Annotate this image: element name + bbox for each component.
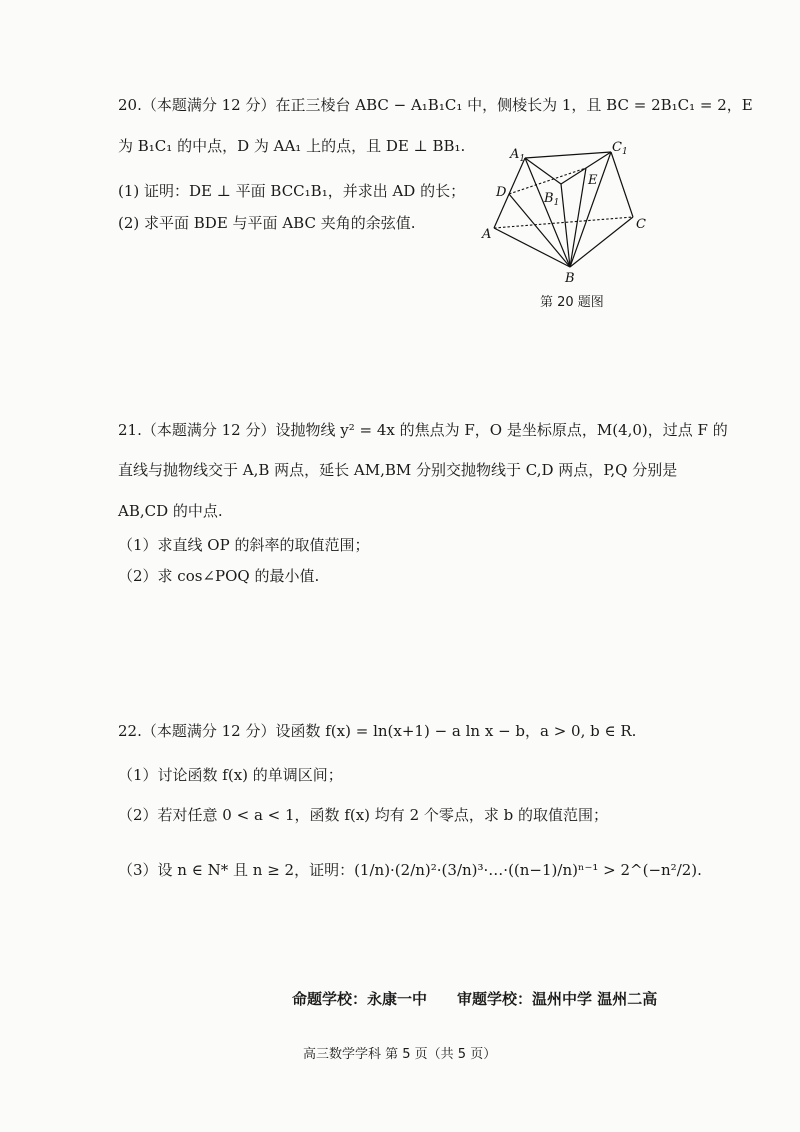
edge-b-e: [570, 168, 586, 267]
edge-c-c1: [611, 152, 633, 217]
edge-b-c1: [570, 152, 611, 267]
q22-sub-2: （2）若对任意 0 < a < 1，函数 f(x) 均有 2 个零点，求 b 的取值范围；: [118, 806, 609, 824]
frustum-diagram: [478, 140, 653, 285]
q20-figure-caption: 第 20 题图: [540, 295, 604, 310]
label-c: C: [636, 217, 646, 232]
q22-sub-3: （3）设 n ∈ N* 且 n ≥ 2，证明：(1/n)·(2/n)²·(3/n)³·…·((n−1)/n)ⁿ⁻¹ > 2^(−n²/2).: [118, 861, 702, 879]
footer-schools: 命题学校：永康一中 审题学校：温州中学 温州二高: [292, 990, 658, 1008]
q21-line-3: AB,CD 的中点.: [118, 502, 223, 520]
q20-figure: [478, 140, 653, 310]
edge-a-c-hidden: [494, 217, 633, 228]
label-b: B: [565, 271, 575, 285]
label-e: E: [588, 173, 598, 188]
q20-sub-2: (2) 求平面 BDE 与平面 ABC 夹角的余弦值.: [118, 214, 416, 232]
edge-a1-c1: [525, 152, 611, 158]
footer-page-number: 高三数学学科 第 5 页（共 5 页）: [303, 1047, 497, 1062]
q22-line-1: 22.（本题满分 12 分）设函数 f(x) = ln(x+1) − a ln x − b，a > 0, b ∈ R.: [118, 722, 637, 740]
edge-b-d: [509, 194, 570, 267]
q21-line-2: 直线与抛物线交于 A,B 两点，延长 AM,BM 分别交抛物线于 C,D 两点，P,Q 分别是: [118, 461, 678, 479]
q21-sub-1: （1）求直线 OP 的斜率的取值范围；: [118, 536, 370, 554]
edge-a-b: [494, 228, 570, 267]
q22-sub-1: （1）讨论函数 f(x) 的单调区间；: [118, 766, 343, 784]
q20-line-1: 20.（本题满分 12 分）在正三棱台 ABC − A₁B₁C₁ 中，侧棱长为 1，且 BC = 2B₁C₁ = 2，E: [118, 96, 753, 114]
label-b1: $B_1$: [544, 191, 560, 208]
q21-sub-2: （2）求 cos∠POQ 的最小值.: [118, 567, 320, 585]
label-d: D: [496, 185, 507, 200]
q20-sub-1: (1) 证明：DE ⊥ 平面 BCC₁B₁，并求出 AD 的长；: [118, 182, 466, 200]
label-a1: $A_1$: [510, 147, 526, 164]
q21-line-1: 21.（本题满分 12 分）设抛物线 y² = 4x 的焦点为 F，O 是坐标原点，M(4,0)，过点 F 的: [118, 421, 728, 439]
label-a: A: [482, 227, 492, 242]
label-c1: $C_1$: [612, 140, 628, 157]
q20-line-2: 为 B₁C₁ 的中点，D 为 AA₁ 上的点，且 DE ⊥ BB₁.: [118, 137, 466, 155]
